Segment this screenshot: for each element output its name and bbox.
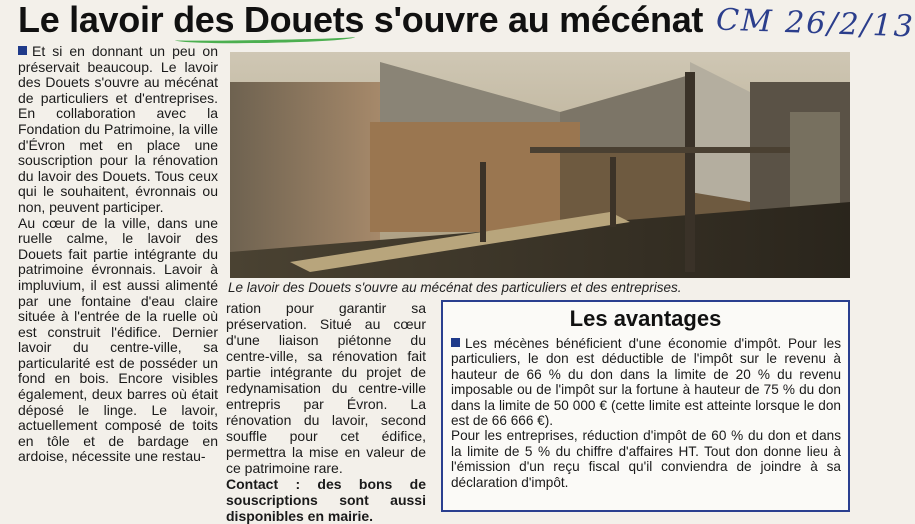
advantages-paragraph-1 (451, 336, 841, 428)
article-column-2 (226, 300, 426, 524)
photo-caption: Le lavoir des Douets s'ouvre au mécénat des particuliers et des entreprises. (228, 280, 682, 295)
continuation-paragraph: ration pour garantir sa préservation. Situé au cœur d'une liaison piétonne du centre-ville, sa rénovation fait partie intégrante du projet de redynamisation du centre-ville entrepris par Évron. La rénovation du lavoir, second souffle pour cet édifice, permettra la mise en valeur de ce patrimoine rare. (226, 300, 426, 476)
article-column-1 (18, 44, 218, 465)
contact-paragraph: Contact : des bons de souscriptions sont aussi disponibles en mairie. (226, 476, 426, 524)
headline: Le lavoir des Douets s'ouvre au mécénat (18, 0, 704, 40)
lavoir-photo (230, 52, 850, 278)
bullet-square-icon (451, 338, 460, 347)
advantages-paragraph-1-text: Les mécènes bénéficient d'une économie d'impôt. Pour les particuliers, le don est déductible de l'impôt sur le revenu à hauteur de 66 % du don dans la limite de 20 % du revenu imposable ou de l'impôt sur la fortune à hauteur de 75 % du don dans la limite de 50 000 € (cette limite est atteinte lorsque le don est de 66 666 €). (451, 336, 841, 429)
intro-paragraph (18, 44, 218, 216)
intro-text: Et si en donnant un peu on préservait beaucoup. Le lavoir des Douets s'ouvre au mécénat de particuliers et d'entreprises. En collaboration avec la Fondation du Patrimoine, la ville d'Évron met en place une souscription pour la rénovation du lavoir des Douets. Tous ceux qui le souhaitent, évronnais ou non, peuvent participer. (18, 43, 218, 215)
bullet-square-icon (18, 46, 27, 55)
handwritten-date-note: CM 26/2/13 (715, 2, 915, 45)
advantages-box (441, 300, 850, 512)
advantages-paragraph-2: Pour les entreprises, réduction d'impôt de 60 % du don et dans la limite de 5 % du chiffre d'affaires HT. Tout don donne lieu à l'émission d'un reçu fiscal qu'il conviendra de joindre à sa déclaration d'impôt. (451, 428, 841, 490)
body-paragraph: Au cœur de la ville, dans une ruelle calme, le lavoir des Douets fait partie intégrante du patrimoine évronnais. Lavoir à impluvium, il est aussi alimenté par une fontaine d'eau claire située à l'entrée de la ruelle où est construit l'édifice. Dernier lavoir du centre-ville, sa particularité est de posséder un fond en bois. Encore visibles également, deux barres où était déposé le linge. Le lavoir, actuellement composé de toits en tôle et de bardage en ardoise, nécessite une restau- (18, 214, 218, 465)
advantages-text (451, 336, 841, 490)
lavoir-photo-illustration (230, 52, 850, 278)
advantages-title: Les avantages (569, 306, 722, 331)
